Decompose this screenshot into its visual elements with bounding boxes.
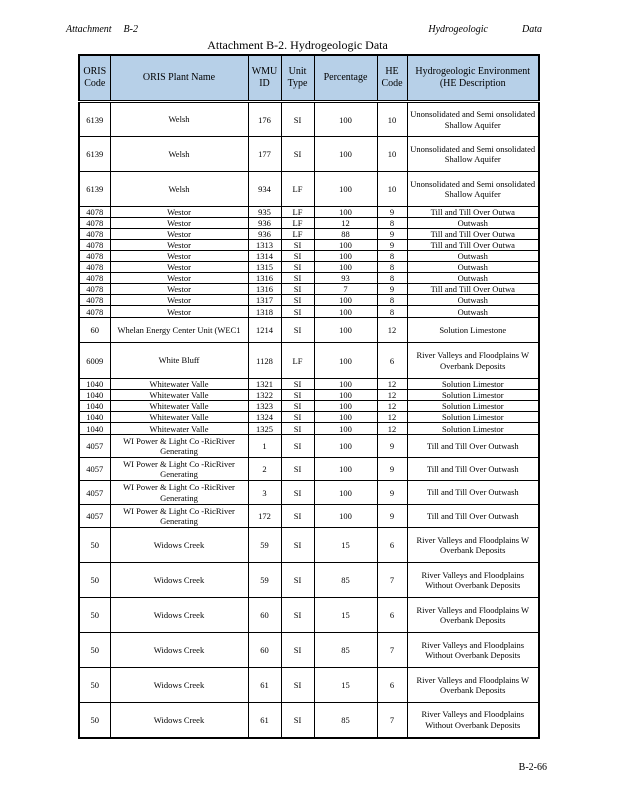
- header-attachment-id: B-2: [123, 24, 138, 35]
- cell-plant-name: Whitewater Valle: [110, 423, 248, 435]
- cell-wmu-id: 1321: [248, 379, 281, 390]
- cell-percentage: 100: [314, 306, 377, 318]
- cell-plant-name: Widows Creek: [110, 703, 248, 738]
- cell-unit-type: SI: [281, 295, 314, 306]
- cell-percentage: 100: [314, 262, 377, 273]
- cell-oris-code: 4057: [79, 481, 110, 505]
- cell-wmu-id: 3: [248, 481, 281, 505]
- cell-he-code: 9: [377, 505, 407, 528]
- cell-percentage: 85: [314, 703, 377, 738]
- cell-percentage: 15: [314, 668, 377, 703]
- cell-he-description: Outwash: [407, 306, 539, 318]
- cell-unit-type: SI: [281, 668, 314, 703]
- cell-he-description: Solution Limestor: [407, 379, 539, 390]
- cell-wmu-id: 1325: [248, 423, 281, 435]
- col-header-percentage: Percentage: [314, 55, 377, 102]
- cell-plant-name: Welsh: [110, 137, 248, 172]
- table-row: [79, 390, 539, 401]
- table-header-row: [79, 55, 539, 102]
- cell-he-description: Solution Limestor: [407, 412, 539, 423]
- cell-percentage: 100: [314, 379, 377, 390]
- cell-wmu-id: 1316: [248, 284, 281, 295]
- cell-plant-name: Widows Creek: [110, 668, 248, 703]
- table-row: [79, 528, 539, 563]
- cell-he-description: Till and Till Over Outwa: [407, 229, 539, 240]
- cell-oris-code: 1040: [79, 423, 110, 435]
- table-row: [79, 240, 539, 251]
- cell-percentage: 85: [314, 633, 377, 668]
- cell-unit-type: SI: [281, 306, 314, 318]
- cell-wmu-id: 1313: [248, 240, 281, 251]
- cell-oris-code: 6139: [79, 137, 110, 172]
- cell-wmu-id: 1214: [248, 318, 281, 343]
- table-row: [79, 435, 539, 458]
- table-row: [79, 458, 539, 481]
- cell-he-code: 10: [377, 137, 407, 172]
- cell-percentage: 15: [314, 528, 377, 563]
- cell-percentage: 100: [314, 435, 377, 458]
- cell-oris-code: 50: [79, 563, 110, 598]
- page-number: B-2-66: [518, 762, 547, 773]
- cell-wmu-id: 1314: [248, 251, 281, 262]
- table-row: [79, 563, 539, 598]
- cell-he-code: 6: [377, 668, 407, 703]
- col-header-he-description: Hydrogeologic Environment (HE Description: [407, 55, 539, 102]
- table-row: [79, 207, 539, 218]
- cell-unit-type: SI: [281, 401, 314, 412]
- col-header-unit-type: Unit Type: [281, 55, 314, 102]
- header-topic-2: Data: [522, 24, 542, 35]
- table-row: [79, 137, 539, 172]
- cell-wmu-id: 59: [248, 528, 281, 563]
- cell-he-code: 9: [377, 458, 407, 481]
- cell-wmu-id: 176: [248, 102, 281, 137]
- table-row: [79, 703, 539, 738]
- cell-percentage: 100: [314, 401, 377, 412]
- cell-oris-code: 4078: [79, 207, 110, 218]
- cell-he-code: 7: [377, 633, 407, 668]
- cell-percentage: 100: [314, 207, 377, 218]
- table-row: [79, 262, 539, 273]
- cell-plant-name: Welsh: [110, 172, 248, 207]
- cell-he-code: 6: [377, 598, 407, 633]
- col-header-he-code: HE Code: [377, 55, 407, 102]
- cell-oris-code: 4078: [79, 251, 110, 262]
- cell-he-code: 8: [377, 218, 407, 229]
- cell-plant-name: Whitewater Valle: [110, 390, 248, 401]
- cell-unit-type: SI: [281, 273, 314, 284]
- cell-oris-code: 50: [79, 703, 110, 738]
- cell-he-code: 6: [377, 343, 407, 379]
- cell-he-code: 12: [377, 412, 407, 423]
- cell-oris-code: 50: [79, 598, 110, 633]
- cell-plant-name: Welsh: [110, 102, 248, 137]
- cell-percentage: 12: [314, 218, 377, 229]
- cell-unit-type: SI: [281, 598, 314, 633]
- cell-wmu-id: 1318: [248, 306, 281, 318]
- cell-plant-name: Widows Creek: [110, 598, 248, 633]
- cell-unit-type: SI: [281, 423, 314, 435]
- cell-plant-name: Widows Creek: [110, 528, 248, 563]
- cell-plant-name: Whitewater Valle: [110, 401, 248, 412]
- cell-percentage: 100: [314, 240, 377, 251]
- cell-he-code: 12: [377, 423, 407, 435]
- cell-unit-type: SI: [281, 251, 314, 262]
- cell-oris-code: 4057: [79, 435, 110, 458]
- cell-wmu-id: 61: [248, 703, 281, 738]
- table-row: [79, 172, 539, 207]
- cell-oris-code: 4078: [79, 295, 110, 306]
- cell-percentage: 100: [314, 318, 377, 343]
- cell-oris-code: 4057: [79, 505, 110, 528]
- cell-plant-name: Whitewater Valle: [110, 379, 248, 390]
- cell-wmu-id: 61: [248, 668, 281, 703]
- page-title: Attachment B-2. Hydrogeologic Data: [207, 38, 388, 52]
- cell-unit-type: SI: [281, 102, 314, 137]
- cell-plant-name: Westor: [110, 218, 248, 229]
- header-attachment: Attachment: [66, 24, 112, 35]
- cell-oris-code: 50: [79, 528, 110, 563]
- cell-he-description: Till and Till Over Outwa: [407, 207, 539, 218]
- cell-unit-type: SI: [281, 703, 314, 738]
- cell-he-code: 12: [377, 379, 407, 390]
- cell-unit-type: LF: [281, 218, 314, 229]
- cell-plant-name: WI Power & Light Co -RicRiver Generating: [110, 481, 248, 505]
- cell-oris-code: 4057: [79, 458, 110, 481]
- cell-unit-type: SI: [281, 563, 314, 598]
- table-row: [79, 481, 539, 505]
- cell-oris-code: 6009: [79, 343, 110, 379]
- cell-he-code: 8: [377, 251, 407, 262]
- cell-oris-code: 4078: [79, 273, 110, 284]
- cell-plant-name: Whelan Energy Center Unit (WEC1: [110, 318, 248, 343]
- cell-he-code: 6: [377, 528, 407, 563]
- table-row: [79, 401, 539, 412]
- cell-he-description: Outwash: [407, 262, 539, 273]
- cell-he-description: Till and Till Over Outwa: [407, 240, 539, 251]
- cell-percentage: 100: [314, 505, 377, 528]
- cell-percentage: 100: [314, 172, 377, 207]
- cell-he-description: Unonsolidated and Semi onsolidated Shallow Aquifer: [407, 137, 539, 172]
- cell-oris-code: 60: [79, 318, 110, 343]
- cell-unit-type: SI: [281, 390, 314, 401]
- cell-oris-code: 50: [79, 668, 110, 703]
- cell-percentage: 100: [314, 390, 377, 401]
- cell-he-code: 8: [377, 295, 407, 306]
- cell-oris-code: 4078: [79, 229, 110, 240]
- cell-percentage: 100: [314, 251, 377, 262]
- cell-he-code: 9: [377, 240, 407, 251]
- table-row: [79, 318, 539, 343]
- cell-wmu-id: 1128: [248, 343, 281, 379]
- cell-he-code: 8: [377, 306, 407, 318]
- cell-oris-code: 4078: [79, 306, 110, 318]
- cell-wmu-id: 1316: [248, 273, 281, 284]
- cell-he-code: 9: [377, 207, 407, 218]
- cell-wmu-id: 60: [248, 598, 281, 633]
- cell-unit-type: LF: [281, 229, 314, 240]
- cell-oris-code: 50: [79, 633, 110, 668]
- cell-percentage: 88: [314, 229, 377, 240]
- cell-wmu-id: 1: [248, 435, 281, 458]
- cell-unit-type: SI: [281, 528, 314, 563]
- cell-wmu-id: 935: [248, 207, 281, 218]
- table-row: [79, 379, 539, 390]
- table-row: [79, 102, 539, 137]
- cell-plant-name: Westor: [110, 262, 248, 273]
- cell-percentage: 100: [314, 458, 377, 481]
- table-row: [79, 668, 539, 703]
- cell-plant-name: Westor: [110, 295, 248, 306]
- cell-percentage: 100: [314, 137, 377, 172]
- cell-he-description: Till and Till Over Outwash: [407, 505, 539, 528]
- cell-unit-type: SI: [281, 505, 314, 528]
- cell-he-code: 9: [377, 481, 407, 505]
- cell-unit-type: SI: [281, 262, 314, 273]
- cell-oris-code: 1040: [79, 401, 110, 412]
- cell-he-code: 10: [377, 172, 407, 207]
- cell-he-code: 10: [377, 102, 407, 137]
- cell-he-description: Till and Till Over Outwash: [407, 458, 539, 481]
- cell-he-code: 7: [377, 563, 407, 598]
- table-row: [79, 273, 539, 284]
- cell-he-description: Till and Till Over Outwa: [407, 284, 539, 295]
- cell-he-description: Unonsolidated and Semi onsolidated Shallow Aquifer: [407, 102, 539, 137]
- cell-unit-type: SI: [281, 435, 314, 458]
- table-row: [79, 343, 539, 379]
- cell-wmu-id: 60: [248, 633, 281, 668]
- cell-unit-type: SI: [281, 412, 314, 423]
- cell-he-description: Solution Limestone: [407, 318, 539, 343]
- cell-unit-type: SI: [281, 458, 314, 481]
- cell-he-description: Outwash: [407, 295, 539, 306]
- cell-he-description: River Valleys and Floodplains W Overbank Deposits: [407, 598, 539, 633]
- cell-percentage: 15: [314, 598, 377, 633]
- cell-plant-name: Westor: [110, 284, 248, 295]
- cell-he-description: Till and Till Over Outwash: [407, 481, 539, 505]
- cell-unit-type: LF: [281, 207, 314, 218]
- running-header-right: [428, 24, 542, 35]
- cell-wmu-id: 2: [248, 458, 281, 481]
- cell-percentage: 100: [314, 412, 377, 423]
- cell-oris-code: 6139: [79, 172, 110, 207]
- cell-he-description: Solution Limestor: [407, 390, 539, 401]
- cell-plant-name: Westor: [110, 273, 248, 284]
- cell-plant-name: Westor: [110, 229, 248, 240]
- cell-oris-code: 1040: [79, 390, 110, 401]
- table-row: [79, 598, 539, 633]
- cell-percentage: 100: [314, 102, 377, 137]
- cell-wmu-id: 1323: [248, 401, 281, 412]
- col-header-wmu-id: WMU ID: [248, 55, 281, 102]
- cell-he-code: 8: [377, 262, 407, 273]
- hydrogeologic-data-table: [78, 54, 540, 739]
- cell-unit-type: SI: [281, 481, 314, 505]
- cell-wmu-id: 1322: [248, 390, 281, 401]
- cell-he-code: 9: [377, 229, 407, 240]
- cell-wmu-id: 1315: [248, 262, 281, 273]
- cell-percentage: 100: [314, 295, 377, 306]
- cell-oris-code: 6139: [79, 102, 110, 137]
- cell-plant-name: Westor: [110, 306, 248, 318]
- cell-percentage: 100: [314, 343, 377, 379]
- cell-plant-name: WI Power & Light Co -RicRiver Generating: [110, 458, 248, 481]
- cell-he-description: River Valleys and Floodplains W Overbank Deposits: [407, 343, 539, 379]
- table-row: [79, 284, 539, 295]
- table-row: [79, 306, 539, 318]
- table-row: [79, 412, 539, 423]
- col-header-plant-name: ORIS Plant Name: [110, 55, 248, 102]
- header-topic: Hydrogeologic: [428, 24, 488, 35]
- cell-he-description: Outwash: [407, 218, 539, 229]
- table-row: [79, 505, 539, 528]
- cell-wmu-id: 59: [248, 563, 281, 598]
- cell-oris-code: 1040: [79, 412, 110, 423]
- cell-plant-name: WI Power & Light Co -RicRiver Generating: [110, 435, 248, 458]
- cell-he-description: River Valleys and Floodplains W Overbank Deposits: [407, 668, 539, 703]
- table-row: [79, 295, 539, 306]
- cell-he-code: 9: [377, 284, 407, 295]
- cell-he-code: 12: [377, 401, 407, 412]
- cell-percentage: 85: [314, 563, 377, 598]
- cell-unit-type: LF: [281, 343, 314, 379]
- cell-he-description: River Valleys and Floodplains Without Overbank Deposits: [407, 703, 539, 738]
- cell-plant-name: Widows Creek: [110, 563, 248, 598]
- cell-percentage: 93: [314, 273, 377, 284]
- cell-wmu-id: 172: [248, 505, 281, 528]
- cell-wmu-id: 936: [248, 229, 281, 240]
- table-row: [79, 423, 539, 435]
- cell-wmu-id: 1324: [248, 412, 281, 423]
- cell-he-code: 7: [377, 703, 407, 738]
- cell-he-description: Solution Limestor: [407, 401, 539, 412]
- cell-oris-code: 4078: [79, 218, 110, 229]
- cell-he-code: 8: [377, 273, 407, 284]
- cell-percentage: 7: [314, 284, 377, 295]
- table-row: [79, 633, 539, 668]
- cell-he-description: Till and Till Over Outwash: [407, 435, 539, 458]
- cell-plant-name: Westor: [110, 240, 248, 251]
- running-header-left: [66, 24, 138, 35]
- cell-he-description: Unonsolidated and Semi onsolidated Shallow Aquifer: [407, 172, 539, 207]
- cell-he-description: Outwash: [407, 273, 539, 284]
- cell-he-description: River Valleys and Floodplains Without Overbank Deposits: [407, 633, 539, 668]
- cell-wmu-id: 936: [248, 218, 281, 229]
- cell-unit-type: SI: [281, 633, 314, 668]
- cell-oris-code: 4078: [79, 262, 110, 273]
- cell-wmu-id: 1317: [248, 295, 281, 306]
- cell-percentage: 100: [314, 423, 377, 435]
- cell-he-code: 12: [377, 318, 407, 343]
- cell-unit-type: SI: [281, 137, 314, 172]
- cell-unit-type: LF: [281, 172, 314, 207]
- cell-unit-type: SI: [281, 379, 314, 390]
- cell-he-description: Outwash: [407, 251, 539, 262]
- cell-percentage: 100: [314, 481, 377, 505]
- cell-unit-type: SI: [281, 284, 314, 295]
- table-row: [79, 251, 539, 262]
- cell-plant-name: White Bluff: [110, 343, 248, 379]
- cell-he-description: Solution Limestor: [407, 423, 539, 435]
- cell-wmu-id: 934: [248, 172, 281, 207]
- col-header-oris-code: ORIS Code: [79, 55, 110, 102]
- cell-unit-type: SI: [281, 318, 314, 343]
- cell-plant-name: Widows Creek: [110, 633, 248, 668]
- cell-oris-code: 4078: [79, 284, 110, 295]
- cell-oris-code: 1040: [79, 379, 110, 390]
- cell-plant-name: Westor: [110, 207, 248, 218]
- cell-plant-name: Whitewater Valle: [110, 412, 248, 423]
- cell-wmu-id: 177: [248, 137, 281, 172]
- cell-unit-type: SI: [281, 240, 314, 251]
- cell-he-description: River Valleys and Floodplains W Overbank Deposits: [407, 528, 539, 563]
- cell-plant-name: Westor: [110, 251, 248, 262]
- cell-plant-name: WI Power & Light Co -RicRiver Generating: [110, 505, 248, 528]
- cell-oris-code: 4078: [79, 240, 110, 251]
- table-row: [79, 229, 539, 240]
- cell-he-code: 9: [377, 435, 407, 458]
- table-row: [79, 218, 539, 229]
- cell-he-description: River Valleys and Floodplains Without Overbank Deposits: [407, 563, 539, 598]
- cell-he-code: 12: [377, 390, 407, 401]
